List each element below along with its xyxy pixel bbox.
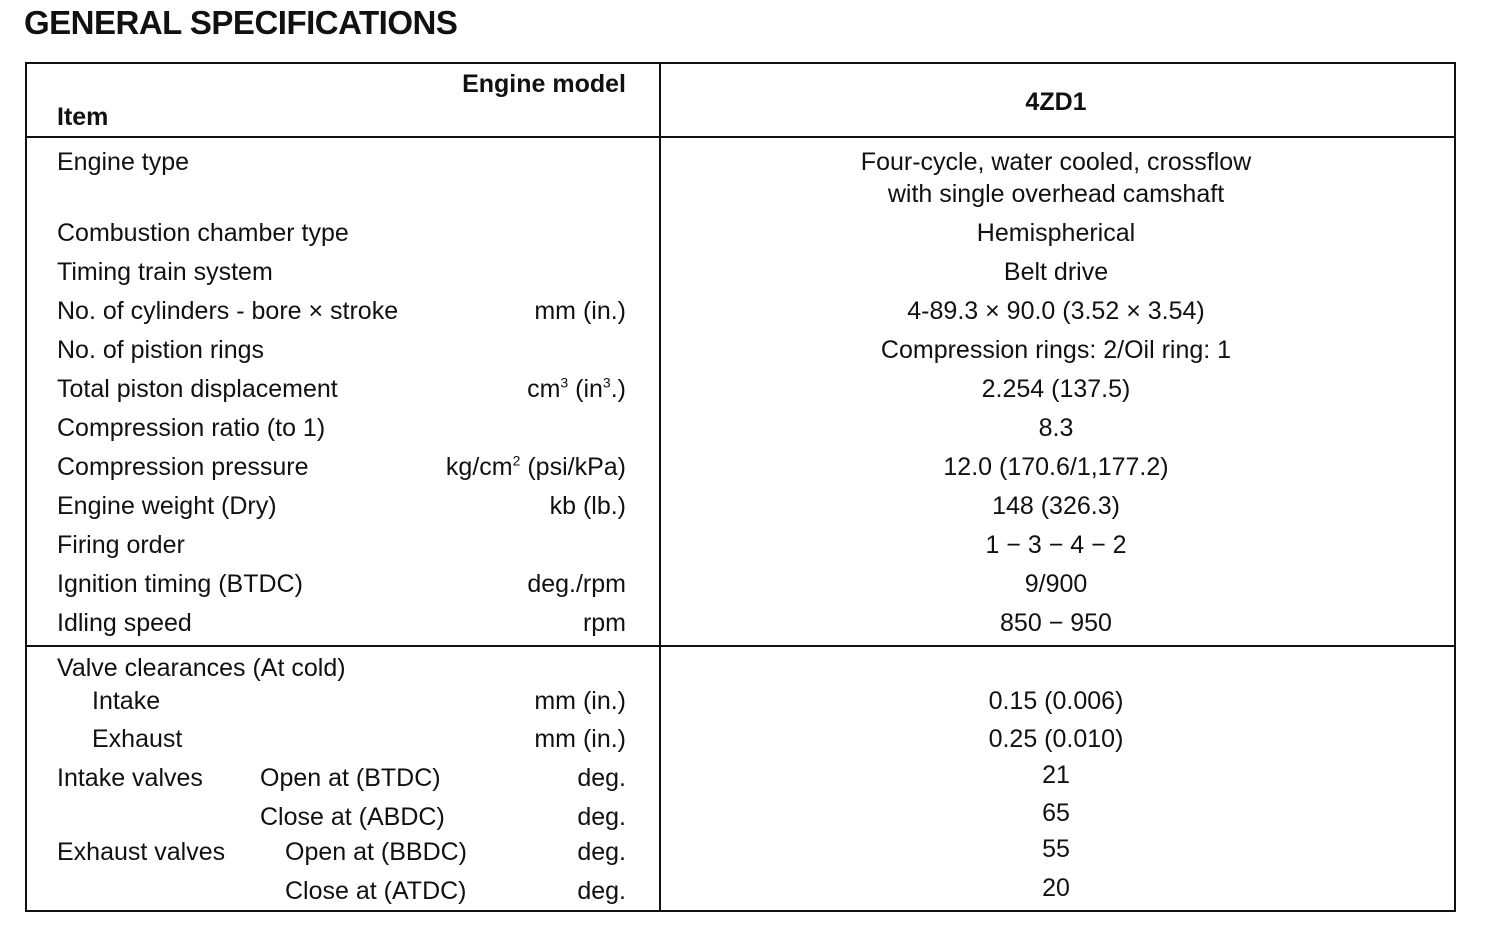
spec-unit: $kg/cm^2$ (psi/kPa)	[445, 452, 626, 481]
spec-value: 55	[1042, 835, 1070, 863]
spec-value: 9/900	[1024, 570, 1088, 598]
spec-item: Combustion chamber type	[57, 219, 349, 247]
spec-value: 20	[1042, 874, 1070, 902]
spec-item: No. of pistion rings	[57, 336, 265, 364]
spec-item: Compression ratio (to 1)	[57, 414, 326, 442]
spec-unit: deg.	[577, 877, 626, 905]
spec-value: 4-89.3 × 90.0 (3.52 × 3.54)	[907, 297, 1205, 325]
spec-value: 8.3	[1038, 414, 1074, 442]
intake-valves-label: Intake valves	[57, 764, 203, 792]
spec-value: 21	[1042, 761, 1070, 789]
spec-unit: mm (in.)	[534, 687, 626, 715]
spec-item: Ignition timing (BTDC)	[57, 570, 303, 598]
spec-item: Engine type	[57, 148, 190, 176]
spec-unit: $cm^3$ $(in^3.)$	[527, 374, 626, 403]
spec-value: 148 (326.3)	[992, 492, 1120, 520]
spec-item: Idling speed	[57, 609, 192, 637]
spec-item: Timing train system	[57, 258, 273, 286]
valve-exhaust-label: Exhaust	[92, 725, 183, 753]
header-divider	[25, 136, 1456, 138]
item-label: Item	[57, 103, 109, 131]
valve-timing-label: Open at (BTDC)	[260, 764, 441, 792]
spec-item: Total piston displacement	[57, 375, 338, 403]
spec-unit: deg./rpm	[527, 570, 626, 598]
valve-timing-label: Close at (ATDC)	[285, 877, 467, 905]
spec-item: Firing order	[57, 531, 185, 559]
valve-timing-label: Open at (BBDC)	[285, 838, 468, 866]
spec-value: 0.25 (0.010)	[988, 725, 1124, 753]
valve-intake-label: Intake	[92, 687, 161, 715]
spec-value: 850 − 950	[1000, 609, 1112, 637]
spec-unit: mm (in.)	[534, 725, 626, 753]
page-title: GENERAL SPECIFICATIONS	[24, 4, 458, 41]
spec-unit: mm (in.)	[534, 297, 626, 325]
engine-model-value: 4ZD1	[1025, 88, 1087, 116]
spec-unit: deg.	[577, 803, 626, 831]
spec-unit: deg.	[577, 764, 626, 792]
engine-model-label: Engine model	[462, 70, 626, 98]
spec-item: Engine weight (Dry)	[57, 492, 277, 520]
spec-value: Hemispherical	[976, 219, 1136, 247]
spec-unit: deg.	[577, 838, 626, 866]
spec-value: 65	[1042, 799, 1070, 827]
spec-value: Compression rings: 2/Oil ring: 1	[880, 336, 1232, 364]
spec-item: No. of cylinders - bore × stroke	[57, 297, 399, 325]
spec-value: Belt drive	[1003, 258, 1109, 286]
spec-unit: kb (lb.)	[549, 492, 626, 520]
spec-value: with single overhead camshaft	[887, 180, 1225, 208]
spec-value: 2.254 (137.5)	[981, 375, 1131, 403]
spec-value: 0.15 (0.006)	[988, 687, 1124, 715]
valve-clearances-label: Valve clearances (At cold)	[57, 654, 346, 682]
spec-value: 1 − 3 − 4 − 2	[985, 531, 1127, 559]
spec-item: Compression pressure	[57, 453, 309, 481]
exhaust-valves-label: Exhaust valves	[57, 838, 226, 866]
spec-unit: rpm	[582, 609, 626, 637]
valve-timing-label: Close at (ABDC)	[260, 803, 445, 831]
section-divider	[25, 645, 1456, 647]
spec-value: Four-cycle, water cooled, crossflow	[860, 148, 1252, 176]
spec-value: 12.0 (170.6/1,177.2)	[943, 453, 1169, 481]
